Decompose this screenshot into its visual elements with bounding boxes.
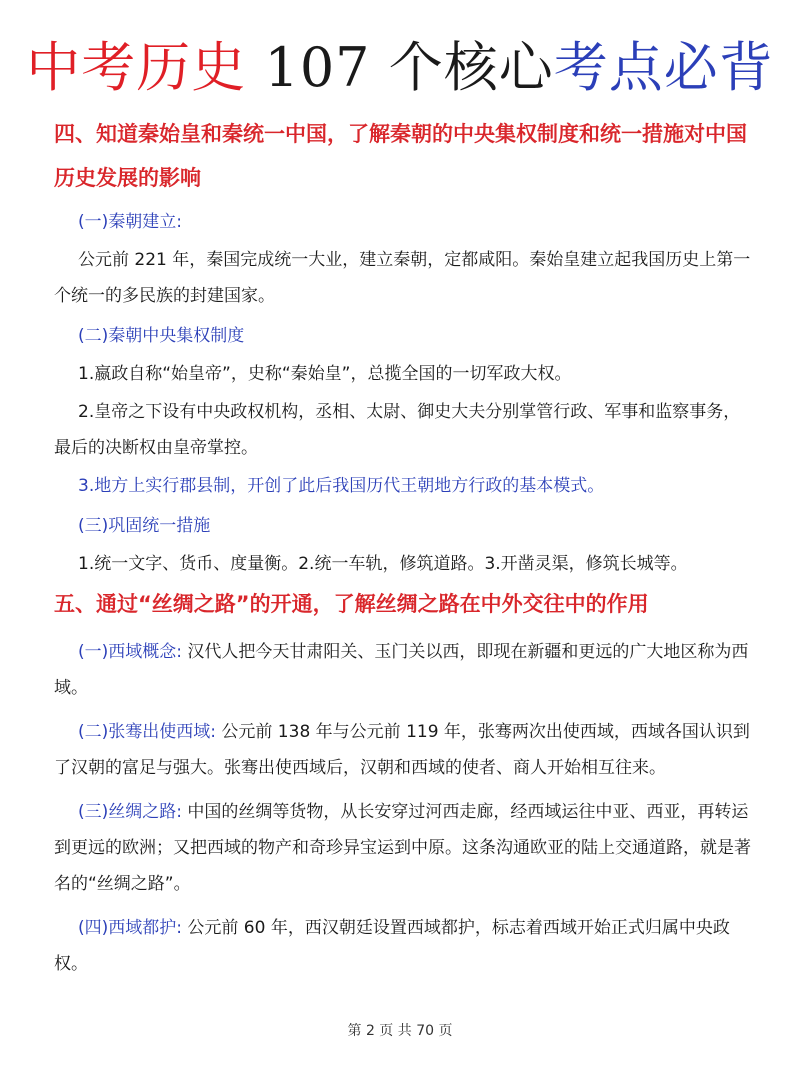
- section-4-item-3: 3.地方上实行郡县制，开创了此后我国历代王朝地方行政的基本模式。: [78, 476, 605, 496]
- section-5-para-3: [54, 794, 754, 902]
- section-5-para-1: [54, 634, 754, 706]
- section-4-item-2: 2.皇帝之下设有中央政权机构，丞相、太尉、御史大夫分别掌管行政、军事和监察事务，最后的决断权由皇帝掌控。: [54, 402, 741, 458]
- section-5-heading: 五、通过“丝绸之路”的开通，了解丝绸之路在中外交往中的作用: [54, 592, 649, 616]
- section-4-item-1: 1.嬴政自称“始皇帝”，史称“秦始皇”，总揽全国的一切军政大权。: [78, 364, 572, 384]
- section-4-sub-2: (二)秦朝中央集权制度: [78, 326, 245, 346]
- section-4-heading: 四、知道秦始皇和秦统一中国，了解秦朝的中央集权制度和统一措施对中国历史发展的影响: [54, 122, 747, 190]
- section-5-para-4: [54, 910, 754, 982]
- section-4-para-1: 公元前 221 年，秦国完成统一大业，建立秦朝，定都咸阳。秦始皇建立起我国历史上第一个统一的多民族的封建国家。: [54, 250, 751, 306]
- section-5-para-2: [54, 714, 754, 786]
- section-4-item-4: 1.统一文字、货币、度量衡。2.统一车轨，修筑道路。3.开凿灵渠，修筑长城等。: [78, 554, 688, 574]
- page-number: 第 2 页 共 70 页: [347, 1023, 453, 1039]
- section-5-label-2: (二)张骞出使西域:: [78, 722, 216, 742]
- section-5-text-4: 公元前 60 年，西汉朝廷设置西域都护，标志着西域开始正式归属中央政权。: [54, 918, 730, 974]
- section-4-sub-1: (一)秦朝建立:: [78, 212, 182, 232]
- section-5-label-1: (一)西域概念:: [78, 642, 182, 662]
- title-part-red: 中考历史: [26, 36, 247, 99]
- section-5-label-3: (三)丝绸之路:: [78, 802, 182, 822]
- section-5-label-4: (四)西域都护:: [78, 918, 182, 938]
- section-5-text-1: 汉代人把今天甘肃阳关、玉门关以西，即现在新疆和更远的广大地区称为西域。: [54, 642, 749, 698]
- title-part-blue: 考点必背: [553, 36, 774, 99]
- document-body: [54, 112, 754, 982]
- title-part-black: 107 个核心: [246, 36, 554, 99]
- section-5-text-2: 公元前 138 年与公元前 119 年，张骞两次出使西域，西域各国认识到了汉朝的富足与强大。张骞出使西域后，汉朝和西域的使者、商人开始相互往来。: [54, 722, 750, 778]
- section-5-text-3: 中国的丝绸等货物，从长安穿过河西走廊，经西域运往中亚、西亚，再转运到更远的欧洲；又把西域的物产和奇珍异宝运到中原。这条沟通欧亚的陆上交通道路，就是著名的“丝绸之路”。: [54, 802, 751, 894]
- section-4-sub-3: (三)巩固统一措施: [78, 516, 211, 536]
- page-title: [0, 30, 800, 106]
